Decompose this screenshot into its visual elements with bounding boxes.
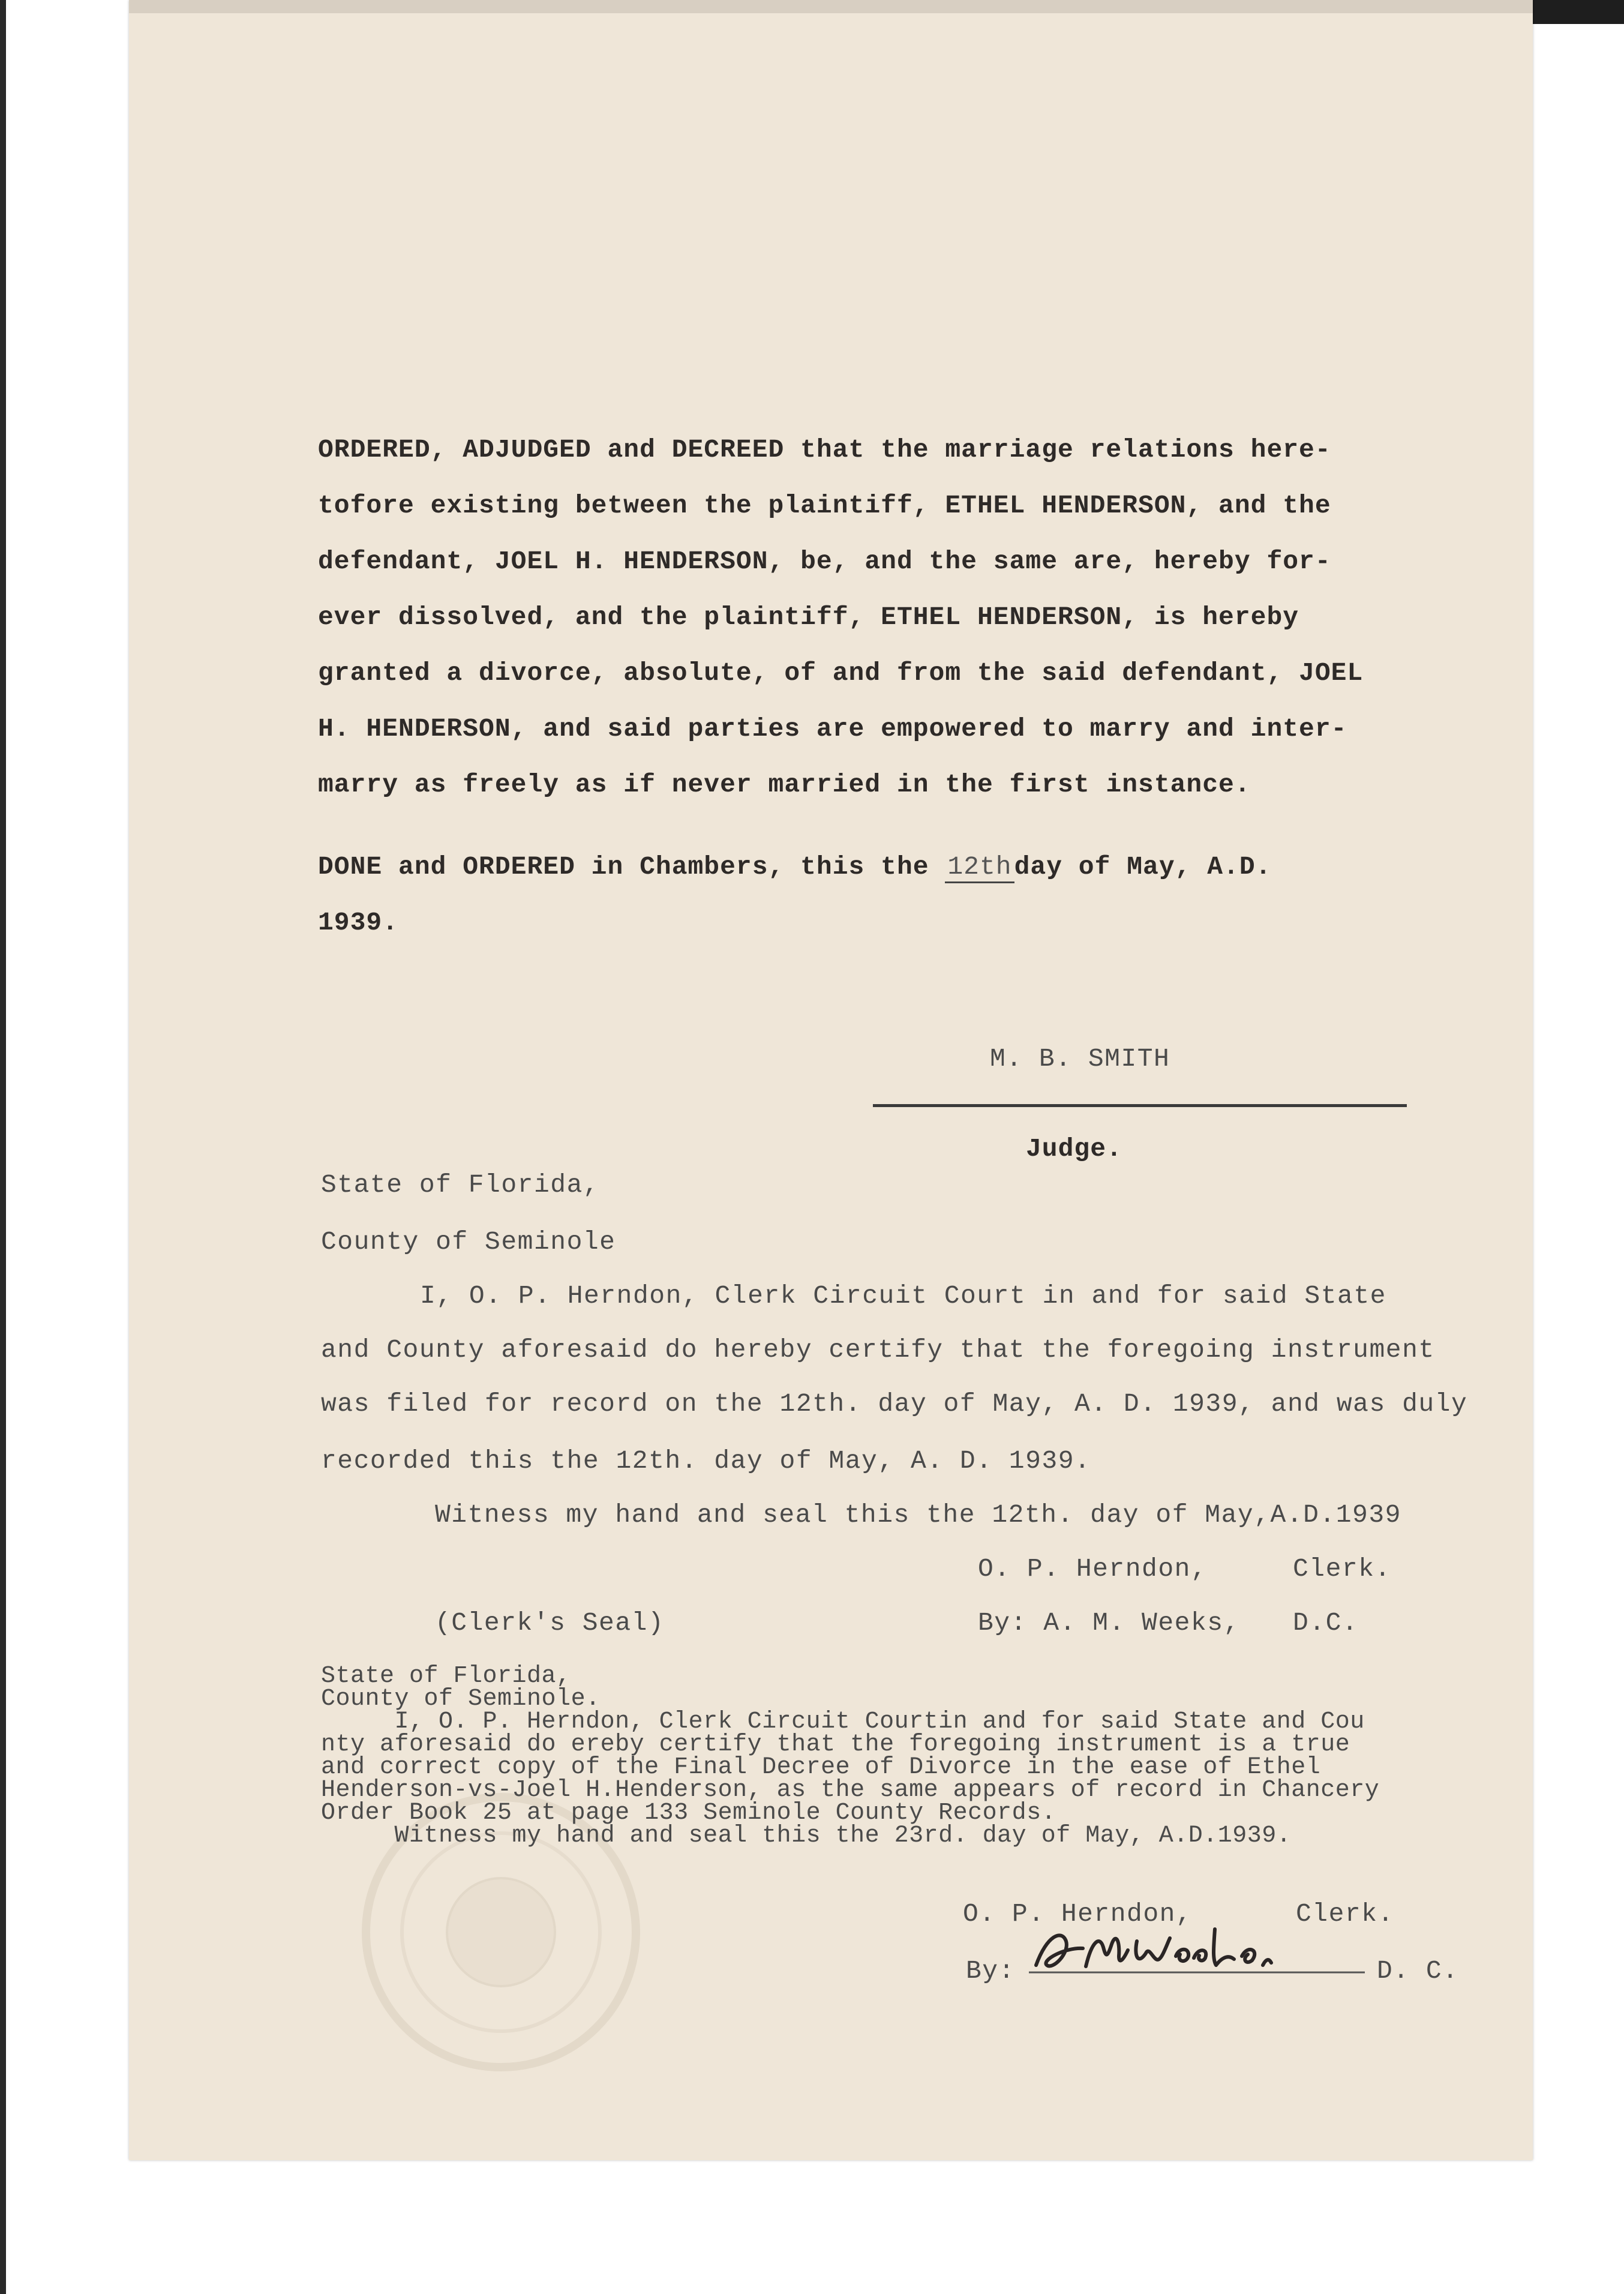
decree-line-6: H. HENDERSON, and said parties are empowered to marry and inter- [318,714,1347,743]
cert1-by-title: D.C. [1293,1608,1359,1638]
document-page [129,0,1533,2160]
done-year: 1939. [318,908,399,937]
done-suffix: day of May, A.D. [1014,852,1272,881]
page-top-strip [129,0,1533,13]
cert1-by-name: By: A. M. Weeks, [978,1608,1240,1638]
handwritten-signature-icon [1029,1923,1365,1977]
cert2-line-4: nty aforesaid do ereby certify that the foregoing instrument is a true [321,1731,1350,1758]
cert1-line-3: was filed for record on the 12th. day of May, A. D. 1939, and was duly [321,1389,1468,1419]
cert1-clerk-title: Clerk. [1293,1554,1391,1584]
cert2-line-3: I, O. P. Herndon, Clerk Circuit Courtin and for said State and Cou [321,1708,1365,1735]
done-day: 12th [945,852,1014,883]
cert2-line-5: and correct copy of the Final Decree of Divorce in the ease of Ethel [321,1754,1321,1781]
cert2-line-2: County of Seminole. [321,1686,601,1713]
cert1-line-4: recorded this the 12th. day of May, A. D. 1939. [321,1446,1091,1476]
judge-signature-rule [873,1104,1407,1107]
cert1-state: State of Florida, [321,1170,600,1200]
done-ordered-line [318,852,1271,883]
cert2-clerk-name: O. P. Herndon, [963,1899,1193,1929]
cert1-county: County of Seminole [321,1227,616,1257]
decree-line-4: ever dissolved, and the plaintiff, ETHEL HENDERSON, is hereby [318,602,1299,632]
cert2-line-1: State of Florida, [321,1663,571,1690]
decree-line-5: granted a divorce, absolute, of and from the said defendant, JOEL [318,658,1364,688]
cert2-line-7: Order Book 25 at page 133 Seminole County Records. [321,1800,1056,1827]
cert1-witness: Witness my hand and seal this the 12th. day of May,A.D.1939 [435,1500,1401,1530]
cert2-line-8: Witness my hand and seal this the 23rd. day of May, A.D.1939. [321,1822,1292,1849]
cert1-seal-label: (Clerk's Seal) [435,1608,665,1638]
scan-edge-left [0,0,6,2294]
cert2-clerk-title: Clerk. [1296,1899,1394,1929]
cert1-line-2: and County aforesaid do hereby certify that the foregoing instrument [321,1335,1435,1365]
cert2-by-title: D. C. [1377,1956,1459,1986]
cert1-clerk-name: O. P. Herndon, [978,1554,1208,1584]
cert2-line-6: Henderson-vs-Joel H.Henderson, as the same appears of record in Chancery [321,1777,1380,1804]
decree-line-7: marry as freely as if never married in the first instance. [318,770,1251,799]
decree-line-1: ORDERED, ADJUDGED and DECREED that the marriage relations here- [318,435,1331,464]
cert1-line-1: I, O. P. Herndon, Clerk Circuit Court in and for said State [420,1281,1386,1311]
decree-line-2: tofore existing between the plaintiff, ETHEL HENDERSON, and the [318,491,1331,520]
decree-line-3: defendant, JOEL H. HENDERSON, be, and the same are, hereby for- [318,547,1331,576]
done-prefix: DONE and ORDERED in Chambers, this the [318,852,945,881]
judge-title: Judge. [1026,1134,1122,1164]
judge-name: M. B. SMITH [990,1044,1170,1073]
cert2-by-label: By: [966,1956,1015,1986]
